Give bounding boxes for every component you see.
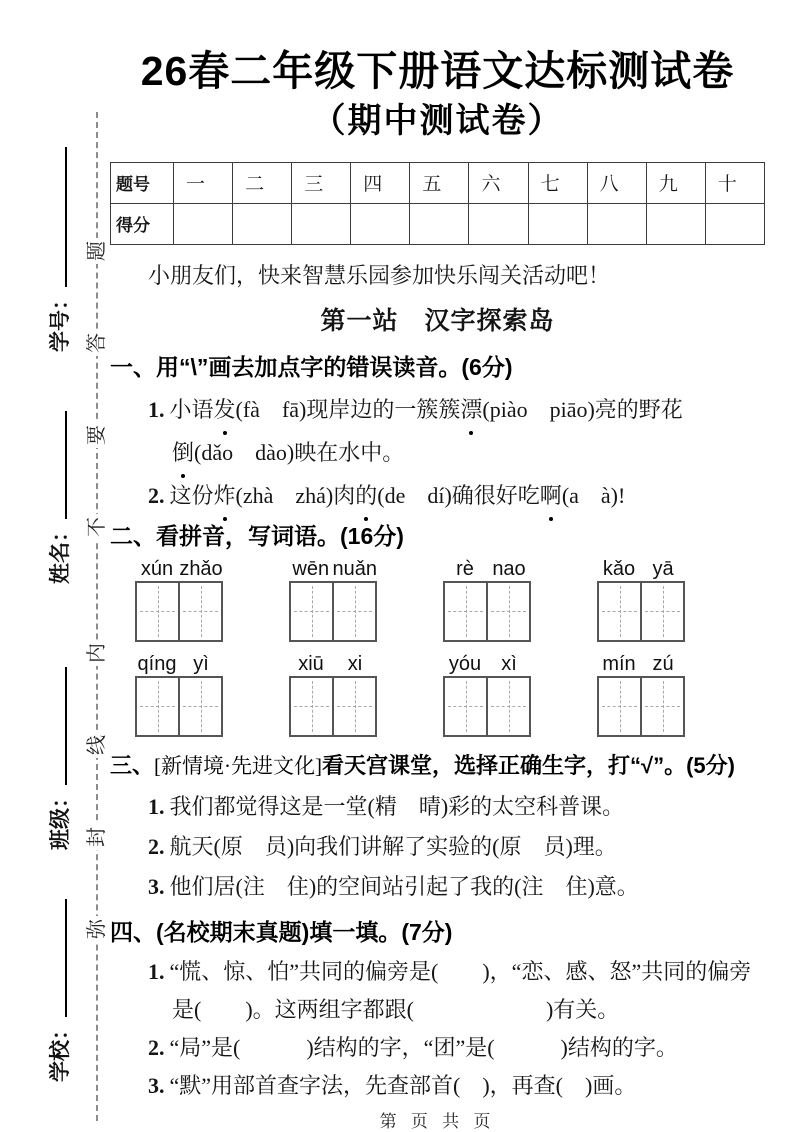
pinyin-labels: [443, 652, 531, 676]
station-heading: 第一站 汉字探索岛: [320, 307, 555, 335]
question-number-cell: 八: [587, 162, 646, 203]
question-number-cell: 一: [174, 162, 233, 203]
page-subtitle: （期中测试卷）: [311, 102, 564, 141]
writing-box: [289, 676, 377, 737]
pinyin-box-row: [110, 557, 765, 642]
question-line: [110, 867, 765, 907]
writing-box: [135, 676, 223, 737]
writing-cell: [640, 678, 683, 735]
dotted-character: 啊: [540, 474, 562, 517]
writing-box: [443, 581, 531, 642]
pinyin-syllable: xiū: [298, 652, 324, 675]
score-cell: [292, 203, 351, 244]
seal-char: 答: [84, 330, 110, 356]
seal-char: 弥: [84, 916, 110, 942]
item-number: 2.: [148, 1034, 165, 1060]
pinyin-writing-area: [110, 557, 765, 737]
text-segment: 是( )。这两组字都跟( )有关。: [172, 996, 620, 1022]
item-number: 1.: [148, 793, 165, 819]
question-line: [110, 827, 765, 867]
pinyin-word-unit: [597, 652, 685, 737]
text-segment: (piào piāo)亮的野花: [482, 396, 683, 422]
writing-box: [135, 581, 223, 642]
text-segment: 他们居(注 住)的空间站引起了我的(注 住)意。: [169, 873, 639, 899]
pinyin-labels: [597, 652, 685, 676]
pinyin-labels: [135, 557, 223, 581]
pinyin-labels: [597, 557, 685, 581]
score-cell: [528, 203, 587, 244]
score-cell: [587, 203, 646, 244]
exam-content: [110, 0, 765, 1132]
score-cell: [705, 203, 764, 244]
pinyin-labels: [289, 652, 377, 676]
writing-cell: [332, 678, 375, 735]
pinyin-word-unit: [289, 652, 377, 737]
writing-cell: [291, 678, 332, 735]
dotted-character: 倒: [172, 431, 194, 474]
score-cell: [233, 203, 292, 244]
item-number: 2.: [148, 482, 165, 508]
text-segment: 航天(原 员)向我们讲解了实验的(原 员)理。: [169, 833, 617, 859]
pinyin-word-unit: [135, 557, 223, 642]
field-label: 姓名：: [49, 521, 72, 584]
pinyin-syllable: nuǎn: [332, 557, 377, 580]
section-one-heading: 一、用“\”画去加点字的错误读音。(6分): [110, 353, 513, 380]
writing-cell: [291, 583, 332, 640]
writing-box: [289, 581, 377, 642]
writing-cell: [486, 678, 529, 735]
section-one-body: [110, 388, 765, 517]
score-cell: [174, 203, 233, 244]
section-three-instruction: 看天宫课堂，选择正确生字，打“√”。(5分): [322, 752, 735, 778]
question-number-cell: 二: [233, 162, 292, 203]
pinyin-word-unit: [289, 557, 377, 642]
pinyin-syllable: zhǎo: [179, 557, 223, 580]
student-number-field: [46, 147, 76, 352]
text-segment: 这份: [169, 482, 214, 508]
writing-cell: [178, 678, 221, 735]
question-line: [110, 1067, 765, 1105]
pinyin-syllable: xún: [140, 557, 174, 580]
pinyin-word-unit: [443, 557, 531, 642]
score-cell: [410, 203, 469, 244]
item-number: 1.: [148, 396, 165, 422]
writing-cell: [599, 583, 640, 640]
writing-box: [597, 676, 685, 737]
seal-char: 题: [84, 238, 110, 264]
score-row: [111, 203, 765, 244]
pinyin-syllable: yóu: [448, 652, 482, 675]
question-number-cell: 十: [705, 162, 764, 203]
question-number-cell: 七: [528, 162, 587, 203]
pinyin-syllable: yì: [193, 652, 209, 675]
question-number-cell: 九: [646, 162, 705, 203]
pinyin-syllable: xì: [501, 652, 517, 675]
section-three-number: 三、: [110, 752, 155, 778]
writing-box: [597, 581, 685, 642]
pinyin-box-row: [110, 652, 765, 737]
text-segment: (zhà zhá)肉: [235, 482, 356, 508]
item-number: 2.: [148, 833, 165, 859]
question-number-cell: 六: [469, 162, 528, 203]
text-segment: 小语: [169, 396, 214, 422]
dotted-character: 漂: [460, 388, 482, 431]
score-table: [110, 162, 765, 245]
score-header: 得分: [111, 203, 174, 244]
question-number-cell: 三: [292, 162, 351, 203]
question-line: [110, 787, 765, 827]
pinyin-labels: [135, 652, 223, 676]
blank-line: [52, 147, 67, 287]
dotted-character: 的: [355, 474, 377, 517]
pinyin-word-unit: [597, 557, 685, 642]
blank-line: [52, 411, 67, 519]
text-segment: (fà fā)现岸边的一簇簇: [235, 396, 461, 422]
class-field: [46, 667, 76, 850]
pinyin-word-unit: [443, 652, 531, 737]
name-field: [46, 411, 76, 584]
school-field: [46, 899, 76, 1082]
section-two-heading: 二、看拼音，写词语。(16分): [110, 522, 404, 549]
item-number: 1.: [148, 958, 165, 984]
blank-line: [52, 899, 67, 1017]
text-segment: (a à)!: [561, 482, 626, 508]
score-cell: [351, 203, 410, 244]
text-segment: 我们都觉得这是一堂(精 晴)彩的太空科普课。: [169, 793, 625, 819]
field-label: 学号：: [49, 289, 72, 352]
seal-sidebar: [0, 0, 110, 1121]
writing-cell: [332, 583, 375, 640]
item-number: 3.: [148, 873, 165, 899]
pinyin-syllable: yā: [652, 557, 674, 580]
field-label: 班级：: [49, 787, 72, 850]
page-footer: 第 页 共 页: [379, 1111, 496, 1131]
seal-char: 要: [84, 422, 110, 448]
dotted-character: 发: [214, 388, 236, 431]
question-line: [110, 388, 765, 431]
score-cell: [646, 203, 705, 244]
question-number-cell: 五: [410, 162, 469, 203]
writing-cell: [599, 678, 640, 735]
pinyin-syllable: rè: [456, 557, 474, 580]
question-line: [110, 991, 765, 1029]
seal-char: 不: [84, 514, 110, 540]
text-segment: “局”是( )结构的字，“团”是( )结构的字。: [169, 1034, 678, 1060]
page-title: 26春二年级下册语文达标测试卷: [140, 48, 735, 94]
question-line: [110, 1029, 765, 1067]
writing-cell: [178, 583, 221, 640]
item-number: 3.: [148, 1072, 165, 1098]
blank-line: [52, 667, 67, 785]
pinyin-syllable: xi: [347, 652, 363, 675]
seal-char: 内: [84, 640, 110, 666]
section-four-heading: 四、(名校期末真题)填一填。(7分): [110, 918, 453, 945]
pinyin-labels: [443, 557, 531, 581]
question-line: [110, 431, 765, 474]
pinyin-labels: [289, 557, 377, 581]
writing-box: [443, 676, 531, 737]
text-segment: “默”用部首查字法，先查部首( )，再查( )画。: [169, 1072, 637, 1098]
question-number-row: [111, 162, 765, 203]
writing-cell: [486, 583, 529, 640]
seal-char: 封: [84, 824, 110, 850]
pinyin-word-unit: [135, 652, 223, 737]
dotted-character: 炸: [214, 474, 236, 517]
writing-cell: [445, 678, 486, 735]
question-line: [110, 953, 765, 991]
intro-text: 小朋友们，快来智慧乐园参加快乐闯关活动吧！: [148, 262, 611, 288]
pinyin-syllable: qíng: [137, 652, 177, 675]
seal-char: 线: [84, 732, 110, 758]
question-number-cell: 四: [351, 162, 410, 203]
text-segment: (de dí)确很好吃: [377, 482, 540, 508]
writing-cell: [445, 583, 486, 640]
text-segment: (dǎo dào)映在水中。: [194, 439, 405, 465]
pinyin-syllable: mín: [602, 652, 636, 675]
pinyin-syllable: wēn: [292, 557, 330, 580]
section-three-heading: [110, 751, 765, 781]
section-four-body: [110, 953, 765, 1105]
score-cell: [469, 203, 528, 244]
pinyin-syllable: kǎo: [602, 557, 636, 580]
question-number-header: 题号: [111, 162, 174, 203]
writing-cell: [640, 583, 683, 640]
writing-cell: [137, 583, 178, 640]
text-segment: “慌、惊、怕”共同的偏旁是( )，“恋、感、怒”共同的偏旁: [169, 958, 752, 984]
section-three-tag: [新情境·先进文化]: [154, 753, 322, 778]
field-label: 学校：: [49, 1019, 72, 1082]
question-line: [110, 474, 765, 517]
pinyin-syllable: nao: [492, 557, 526, 580]
pinyin-syllable: zú: [652, 652, 674, 675]
writing-cell: [137, 678, 178, 735]
section-three-body: [110, 787, 765, 907]
